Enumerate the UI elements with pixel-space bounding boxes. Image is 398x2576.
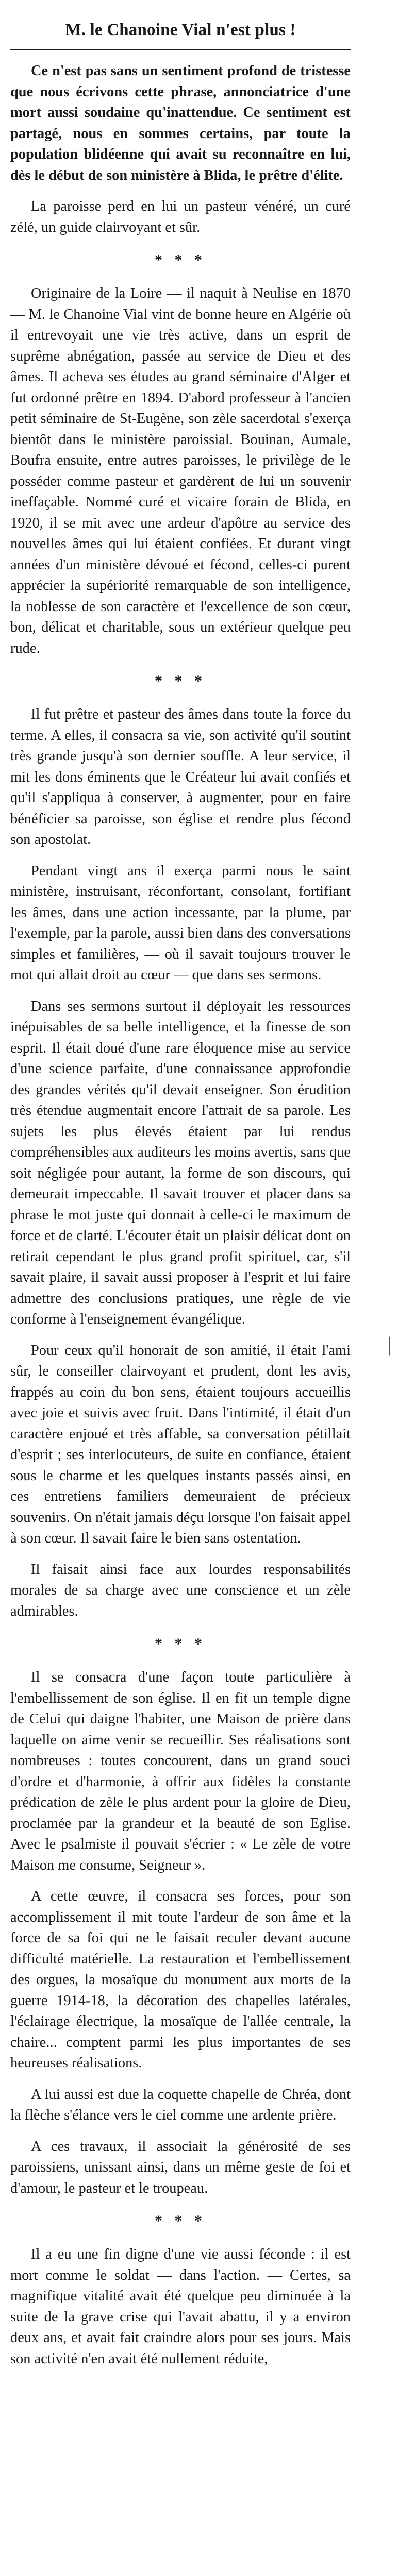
margin-mark: | xyxy=(388,1333,392,1356)
paragraph-12: A ces travaux, il associait la générosité de ses paroissiens, unissant ainsi, dans un même geste de foi et d'amour, le pasteur et le troupeau. xyxy=(10,2138,351,2196)
section-separator-3: * * * xyxy=(155,1635,206,1652)
paragraph-9: Il se consacra d'une façon toute particulière à l'embellissement de son église. Il en fit un temple digne de Celui qui daigne l'habiter, une Maison de prière dans laquelle on aime venir se recueillir. Ses réalisations sont nombreuses : toutes concourent, dans un grand souci d'ordre et d'harmonie, à offrir aux fidèles la constante prédication de zèle le plus ardent pour la gloire de Dieu, proclamée par la grandeur et la beauté de son Eglise. Avec le psalmiste il pouvait s'écrier : « Le zèle de votre Maison me consume, Seigneur ». xyxy=(10,1669,351,1873)
paragraph-3: Originaire de la Loire — il naquit à Neulise en 1870 — M. le Chanoine Vial vint de bonne heure en Algérie où il entrevoyait une vie très active, dans un esprit de suprême abnégation, passée au service de Dieu et des âmes. Il acheva ses études au grand séminaire d'Alger et fut ordonné prêtre en 1894. D'abord professeur à l'ancien petit séminaire de St-Eugène, son zèle sacerdotal s'exerça bientôt dans le ministère paroissial. Bouinan, Aumale, Boufra ensuite, entre autres paroisses, le privilège de le posséder comme pasteur et gardèrent de lui un souvenir ineffaçable. Nommé curé et vicaire forain de Blida, en 1920, il se mit avec une ardeur d'apôtre au service des nouvelles âmes qui lui étaient confiées. Et durant vingt années d'un ministère dévoué et fécond, celles-ci purent apprécier la supériorité remarquable de son intelligence, la noblesse de son caractère et l'excellence de son cœur, bon, délicat et charitable, sous un extérieur quelque peu rude. xyxy=(10,285,351,656)
paragraph-11: A lui aussi est due la coquette chapelle de Chréa, dont la flèche s'élance vers le ciel comme une ardente prière. xyxy=(10,2086,351,2123)
article-title: M. le Chanoine Vial n'est plus ! xyxy=(65,21,296,39)
paragraph-8: Il faisait ainsi face aux lourdes responsabilités morales de sa charge avec une conscience et un zèle admirables. xyxy=(10,1561,351,1619)
paragraph-6: Dans ses sermons surtout il déployait les ressources inépuisables de sa belle intelligence, et la finesse de son esprit. Il était doué d'une rare éloquence mise au service d'une science parfaite, d'une connaissance approfondie des grandes vérités qu'il devait enseigner. Son érudition très étendue augmentait encore l'attrait de sa parole. Les sujets les plus élevés étaient par lui rendus compréhensibles aux auditeurs les moins avertis, sans que soit négligée pour autant, la forme de son discours, qui demeurait impeccable. Il savait trouver et placer dans sa phrase le mot juste qui donnait à celle-ci le maximum de force et de clarté. L'écouter était un plaisir délicat dont on retirait cependant le plus grand profit spirituel, car, s'il savait plaire, il savait aussi proposer à l'esprit et lui faire admettre des conclusions pratiques, une règle de vie conforme à l'enseignement évangélique. xyxy=(10,998,351,1327)
section-separator-2: * * * xyxy=(155,672,206,689)
paragraph-13: Il a eu une fin digne d'une vie aussi féconde : il est mort comme le soldat — dans l'action. — Certes, sa magnifique vitalité avait été quelque peu diminuée à la suite de la grave crise qui l'avait abattu, il y a environ deux ans, et avait fait craindre alors pour ses jours. Mais son activité n'en avait été nullement réduite, xyxy=(10,2246,351,2367)
paragraph-10: A cette œuvre, il consacra ses forces, pour son accomplissement il mit toute l'ardeur de son âme et la force de sa foi qui ne le faisait reculer devant aucune difficulté matérielle. La restauration et l'embellissement des orgues, la mosaïque du monument aux morts de la guerre 1914-18, la décoration des chapelles latérales, l'éclairage électrique, la mosaïque de l'allée centrale, la chaire... comptent parmi les plus importantes de ses heureuses réalisations. xyxy=(10,1888,351,2071)
section-separator-4: * * * xyxy=(155,2212,206,2229)
title-rule xyxy=(10,49,351,50)
section-separator-1: * * * xyxy=(155,251,206,268)
paragraph-7: Pour ceux qu'il honorait de son amitié, il était l'ami sûr, le conseiller clairvoyant et prudent, dont les avis, frappés au coin du bon sens, étaient toujours accueillis avec joie et suivis avec fruit. Dans l'intimité, il était d'un caractère enjoué et très affable, sa conversation pétillait d'esprit ; ses interlocuteurs, de suite en confiance, étaient sous le charme et les quelques instants passés ainsi, en ces entretiens familiers demeuraient de précieux souvenirs. On n'était jamais déçu lorsque l'on faisait appel à son cœur. Il savait faire le bien sans ostentation. xyxy=(10,1342,351,1546)
paragraph-4: Il fut prêtre et pasteur des âmes dans toute la force du terme. A elles, il consacra sa vie, son activité qu'il soutint très grande jusqu'à son dernier souffle. A leur service, il mit les dons éminents que le Créateur lui avait confiés et qu'il s'appliqua à conserver, à augmenter, pour en faire bénéficier sa paroisse, son église et rendre plus fécond son apostolat. xyxy=(10,706,351,848)
paragraph-1: Ce n'est pas sans un sentiment profond de tristesse que nous écrivons cette phrase, annonciatrice d'une mort aussi soudaine qu'inattendue. Ce sentiment est partagé, nous en sommes certains, par toute la population blidéenne qui avait su reconnaître en lui, dès le début de son ministère à Blida, le prêtre d'élite. xyxy=(10,63,351,183)
paragraph-2: La paroisse perd en lui un pasteur vénéré, un curé zélé, un guide clairvoyant et sûr. xyxy=(10,198,351,235)
article xyxy=(10,21,351,2380)
paragraph-5: Pendant vingt ans il exerça parmi nous le saint ministère, instruisant, réconfortant, consolant, fortifiant les âmes, dans une action incessante, par la plume, par l'exemple, par la parole, aussi bien dans des conversations simples et familières, — où il savait toujours trouver le mot qui allait droit au cœur — que dans ses sermons. xyxy=(10,862,351,983)
